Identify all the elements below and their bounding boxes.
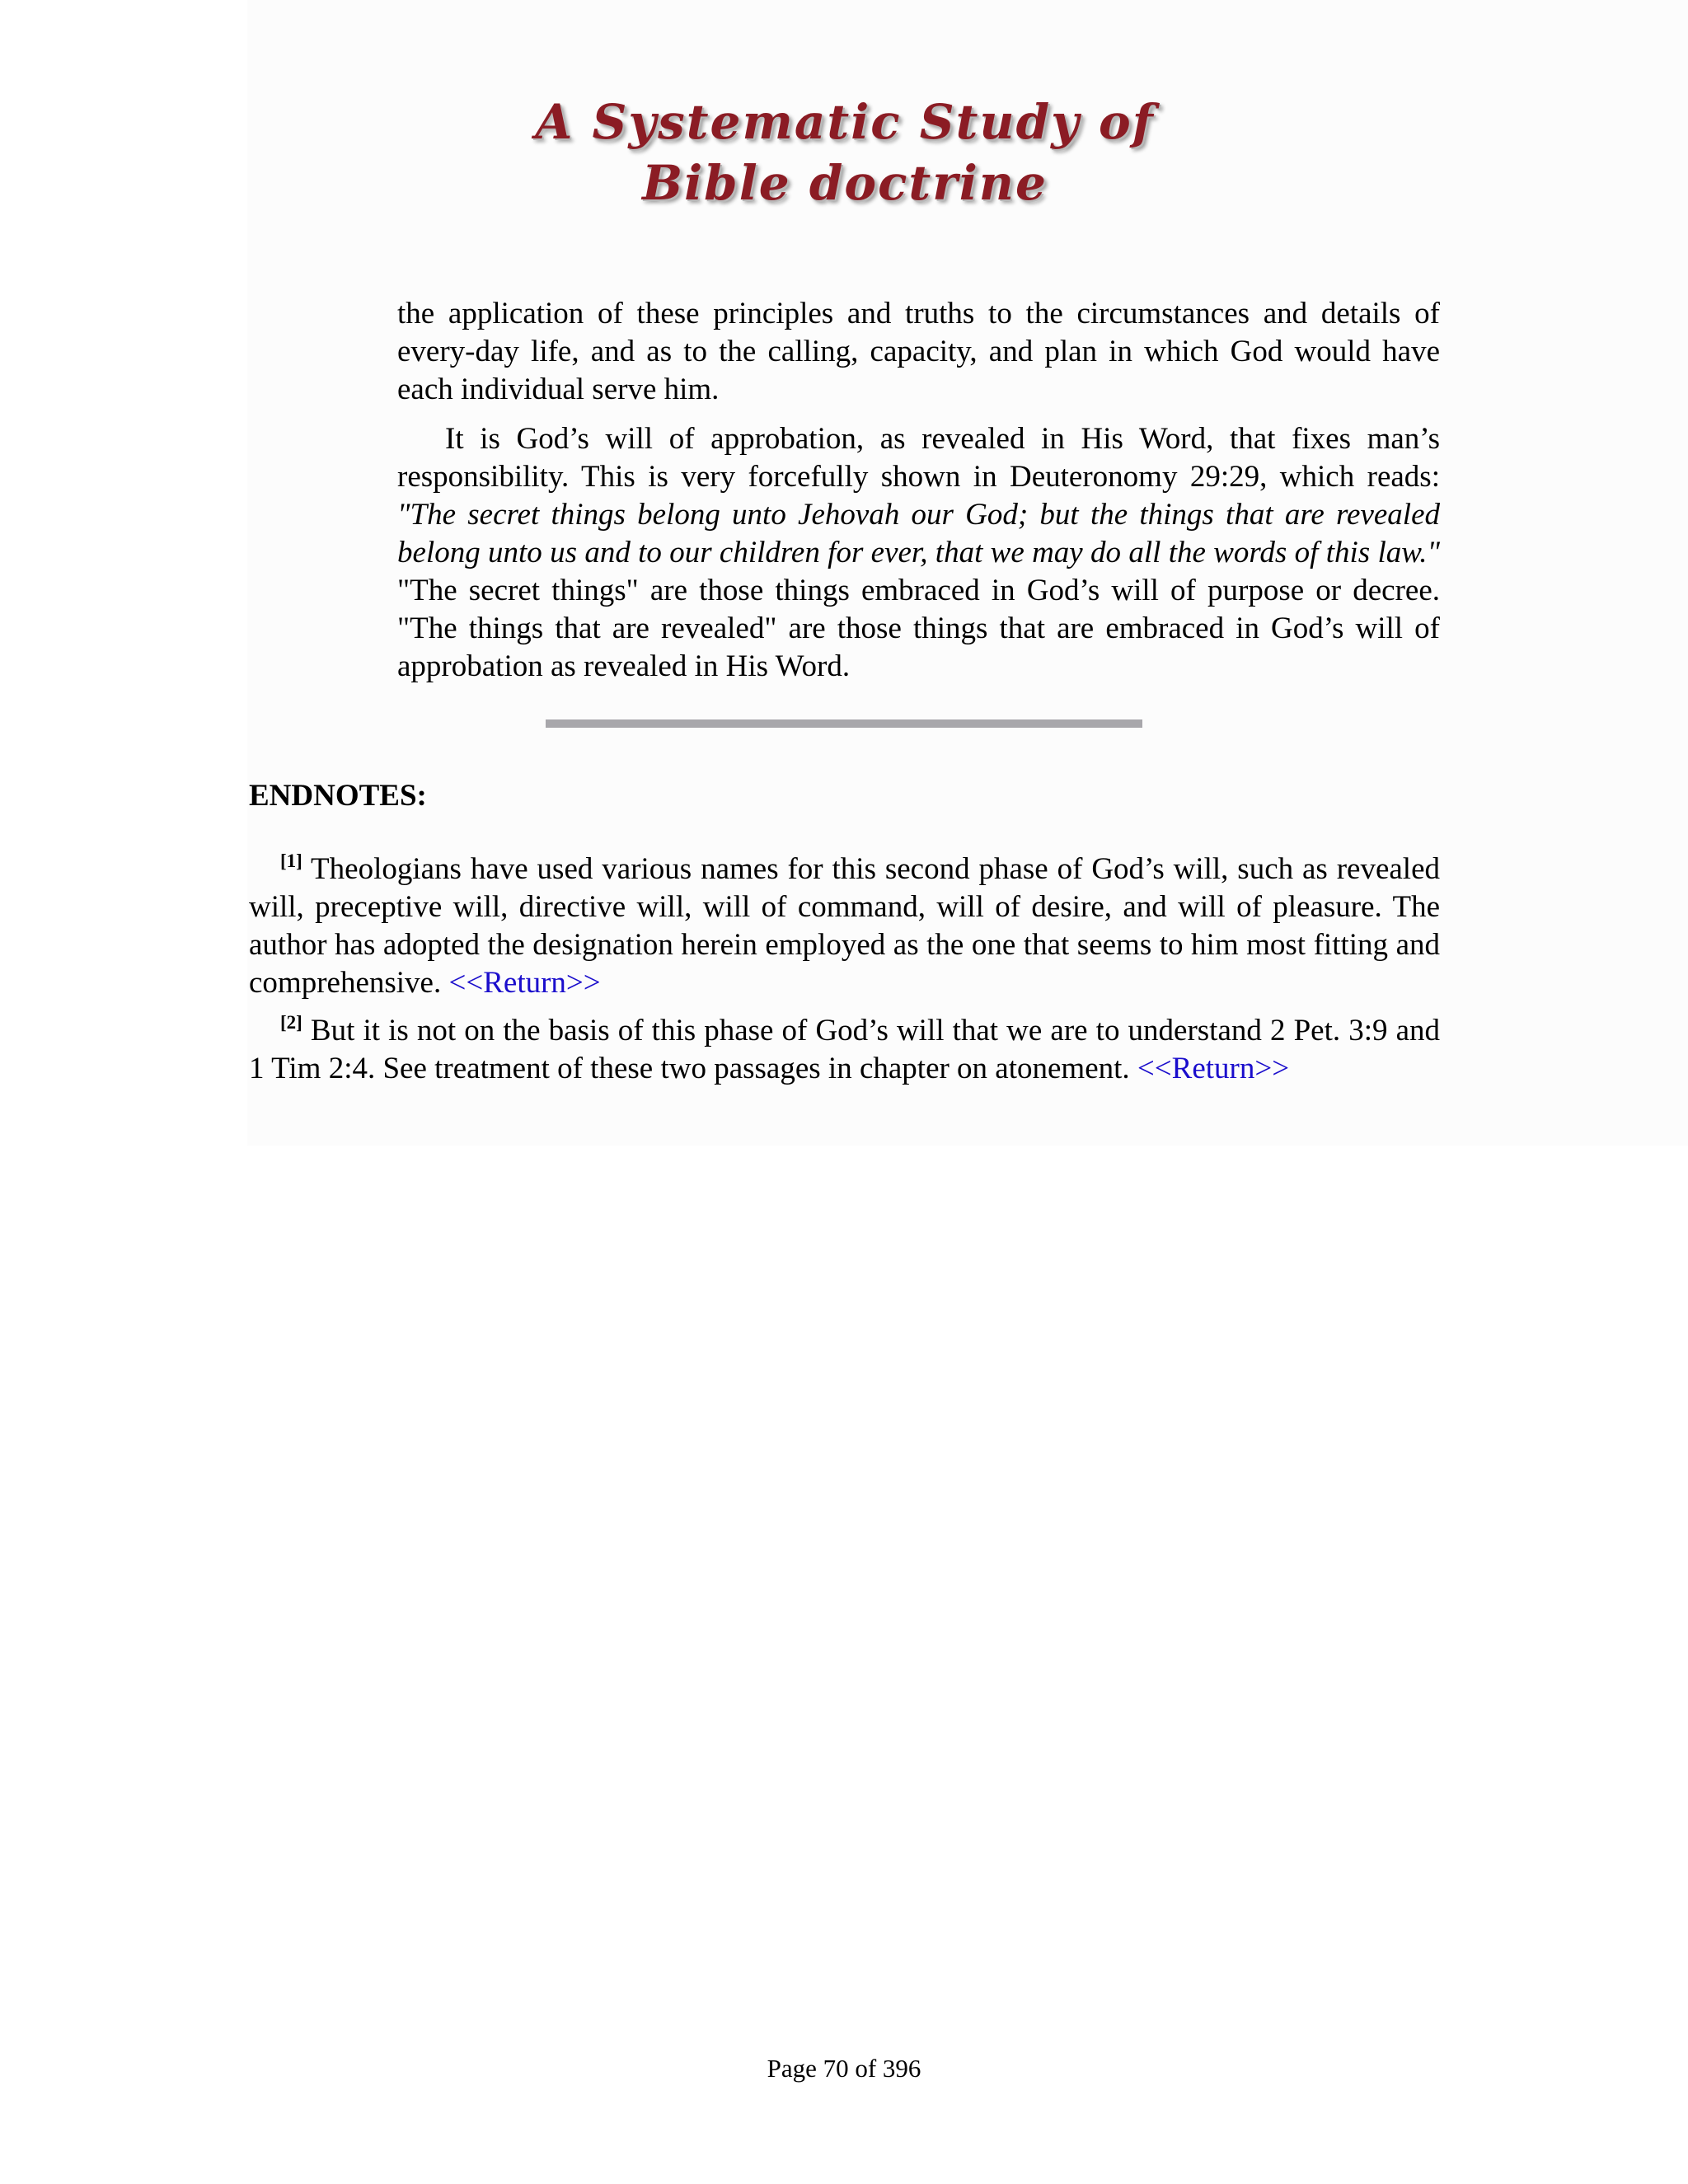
endnote-text: Theologians have used various names for this second phase of God’s will, such as revealed will, preceptive will, directive will, will of command, will of desire, and will of pleasure. The author has adopted the designation herein employed as the one that seems to him most fitting and comprehensive.	[249, 852, 1440, 1000]
endnote-text: But it is not on the basis of this phase of God’s will that we are to understand 2 Pet. 3:9 and 1 Tim 2:4. See treatment of these two passages in chapter on atonement.	[249, 1014, 1440, 1085]
paragraph-continuation: the application of these principles and truths to the circumstances and details of every-day life, and as to the calling, capacity, and plan in which God would have each individual serve him.	[397, 297, 1440, 406]
paragraph-text-start: It is God’s will of approbation, as revealed in His Word, that fixes man’s responsibility. This is very forcefully shown in Deuteronomy 29:29, which reads:	[397, 422, 1440, 494]
return-link[interactable]: <<Return>>	[1137, 1052, 1290, 1085]
return-link[interactable]: <<Return>>	[448, 966, 601, 1000]
endnote-2	[249, 1012, 1440, 1088]
endnote-1	[249, 851, 1440, 1002]
section-divider	[546, 719, 1142, 728]
banner-line-1: A Systematic Study of	[535, 94, 1155, 150]
page-number: Page 70 of 396	[767, 2054, 921, 2083]
endnote-marker: [2]	[280, 1012, 302, 1033]
book-title-banner	[495, 91, 1195, 223]
endnotes-list	[249, 851, 1440, 1098]
banner-line-2: Bible doctrine	[642, 155, 1048, 211]
paragraph-approbation	[397, 420, 1440, 686]
main-text	[397, 295, 1440, 697]
paragraph-text-end: "The secret things" are those things embraced in God’s will of purpose or decree. "The things that are revealed" are those things that are embraced in God’s will of approbation as revealed in His Word.	[397, 574, 1440, 683]
scripture-quote: "The secret things belong unto Jehovah our God; but the things that are revealed belong unto us and to our children for ever, that we may do all the words of this law."	[397, 498, 1440, 569]
endnote-marker: [1]	[280, 851, 302, 871]
endnotes-heading: ENDNOTES:	[249, 779, 427, 813]
